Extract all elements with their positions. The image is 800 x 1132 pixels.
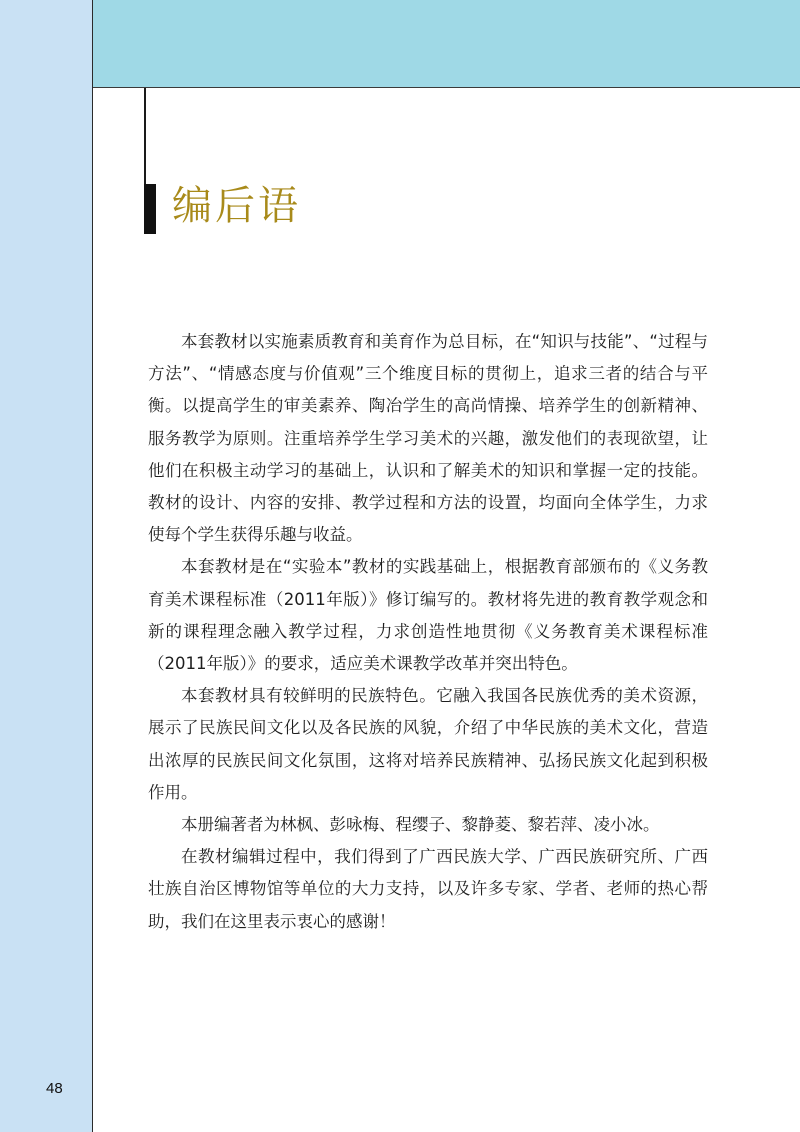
page-title: 编后语 bbox=[172, 183, 301, 229]
paragraph-acknowledgements: 在教材编辑过程中，我们得到了广西民族大学、广西民族研究所、广西壮族自治区博物馆等单位的大力支持，以及许多专家、学者、老师的热心帮助，我们在这里表示衷心的感谢！ bbox=[148, 847, 708, 931]
paragraph-ethnic-features: 本套教材具有较鲜明的民族特色。它融入我国各民族优秀的美术资源，展示了民族民间文化以及各民族的风貌，介绍了中华民族的美术文化，营造出浓厚的民族民间文化氛围，这将对培养民族精神、弘扬民族文化起到积极作用。 bbox=[148, 686, 708, 802]
page-number: 48 bbox=[46, 1080, 63, 1097]
paragraph-revision: 本套教材是在“实验本”教材的实践基础上，根据教育部颁布的《义务教育美术课程标准（2011年版）》修订编写的。教材将先进的教育教学观念和新的课程理念融入教学过程，力求创造性地贯彻《义务教育美术课程标准（2011年版）》的要求，适应美术课教学改革并突出特色。 bbox=[148, 557, 708, 674]
title-marker-bar bbox=[144, 184, 156, 234]
left-color-band bbox=[0, 0, 93, 1132]
afterword-body bbox=[148, 326, 708, 938]
top-color-band bbox=[93, 0, 800, 88]
paragraph-goals: 本套教材以实施素质教育和美育作为总目标，在“知识与技能”、“过程与方法”、“情感态度与价值观”三个维度目标的贯彻上，追求三者的结合与平衡。以提高学生的审美素养、陶冶学生的高尚情操、培养学生的创新精神、服务教学为原则。注重培养学生学习美术的兴趣，激发他们的表现欲望，让他们在积极主动学习的基础上，认识和了解美术的知识和掌握一定的技能。教材的设计、内容的安排、教学过程和方法的设置，均面向全体学生，力求使每个学生获得乐趣与收益。 bbox=[148, 332, 708, 545]
paragraph-authors: 本册编著者为林枫、彭咏梅、程缨子、黎静菱、黎若萍、凌小冰。 bbox=[181, 815, 660, 835]
